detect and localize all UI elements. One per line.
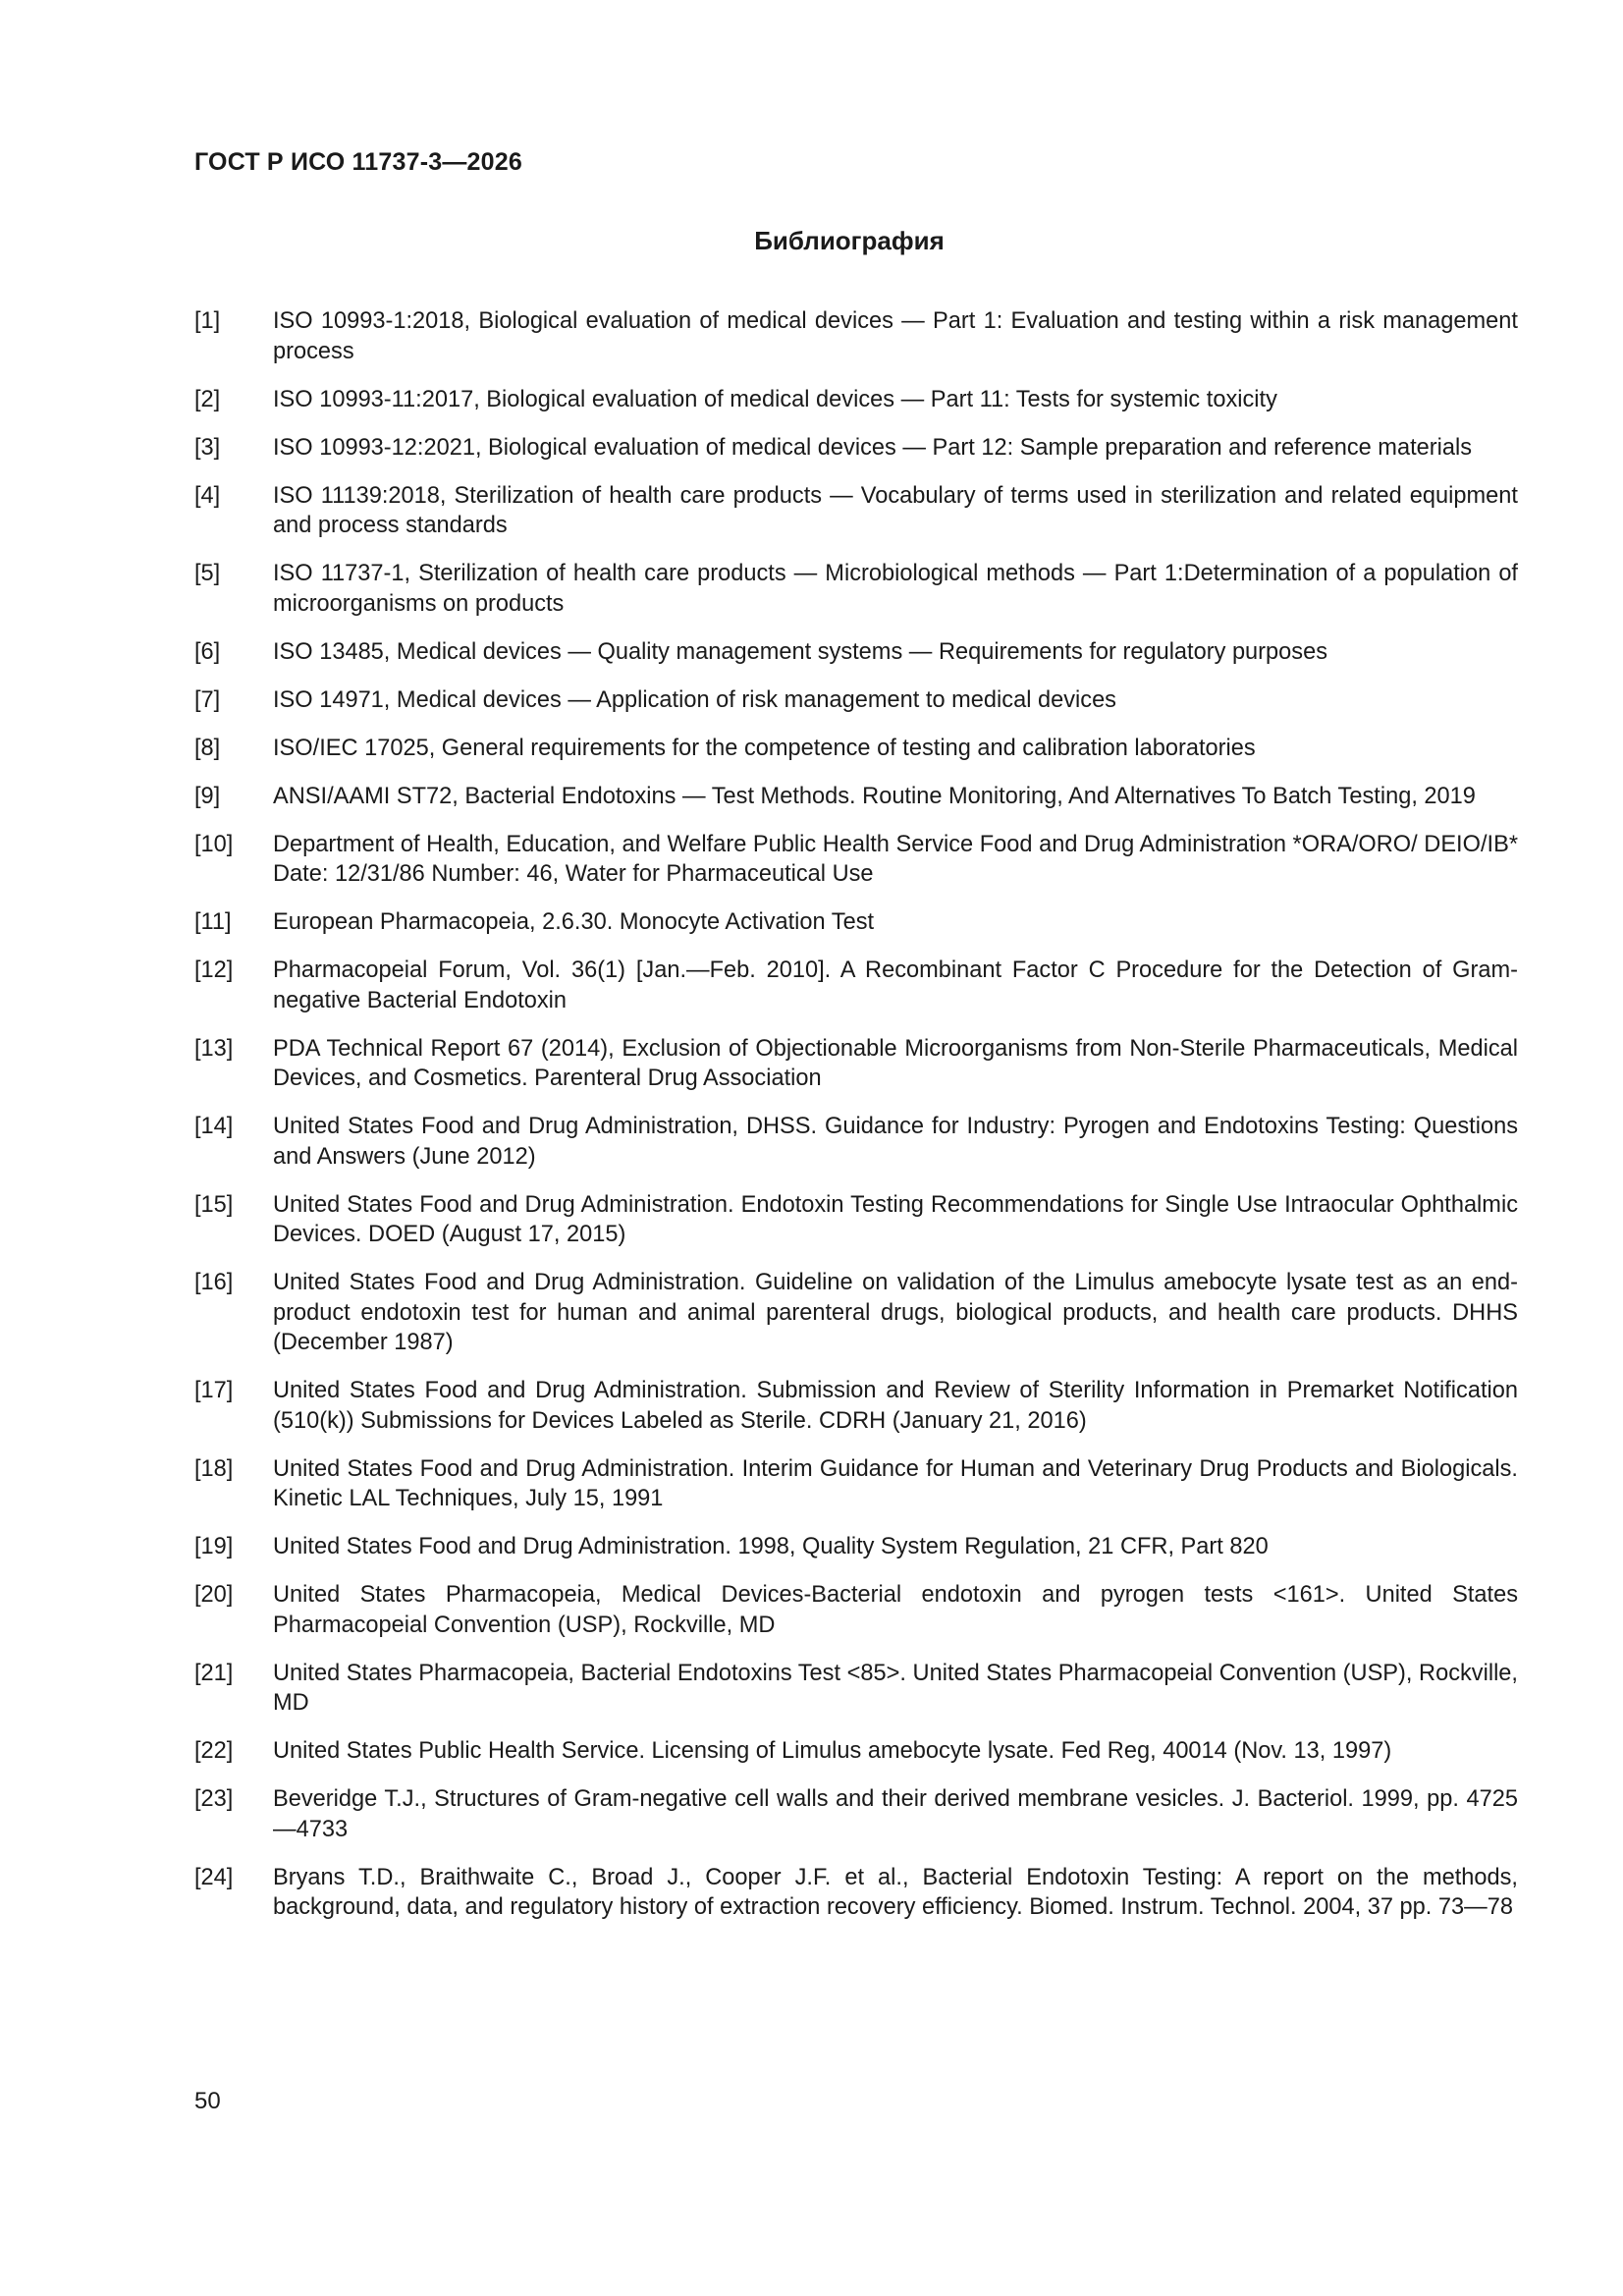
entry-number: [13] xyxy=(194,1035,234,1062)
bibliography-entry xyxy=(194,956,1518,1015)
entry-text: ISO 11737-1, Sterilization of health care products — Microbiological methods — Part 1:Determination of a population of microorganisms on products xyxy=(273,561,1518,617)
bibliography-entry xyxy=(194,1034,1518,1094)
entry-number: [8] xyxy=(194,735,221,761)
entry-number: [12] xyxy=(194,957,234,983)
entry-number: [1] xyxy=(194,308,221,334)
entry-text: ISO 10993-12:2021, Biological evaluation of medical devices — Part 12: Sample preparation and reference materials xyxy=(273,434,1473,461)
page-number: 50 xyxy=(194,2088,221,2114)
bibliography-entry xyxy=(194,1112,1518,1172)
entry-number: [21] xyxy=(194,1660,234,1686)
entry-text: Bryans T.D., Braithwaite C., Broad J., Cooper J.F. et al., Bacterial Endotoxin Testing: A report on the methods, background, data, and regulatory history of extraction recovery efficiency. Biomed. Instrum. Technol. 2004, 37 pp. 73—78 xyxy=(273,1864,1518,1920)
entry-text: Beveridge T.J., Structures of Gram-negative cell walls and their derived membrane vesicles. J. Bacteriol. 1999, pp. 4725—4733 xyxy=(273,1786,1518,1842)
entry-text: United States Food and Drug Administration. Guideline on validation of the Limulus amebocyte lysate test as an end-product endotoxin test for human and animal parenteral drugs, biological products, and health care products. DHHS (December 1987) xyxy=(273,1270,1518,1355)
bibliography-entry xyxy=(194,1784,1518,1844)
bibliography-entry xyxy=(194,385,1518,415)
entry-text: European Pharmacopeia, 2.6.30. Monocyte Activation Test xyxy=(273,909,875,935)
entry-number: [3] xyxy=(194,434,221,461)
bibliography-entry xyxy=(194,1659,1518,1719)
bibliography-entry xyxy=(194,1863,1518,1923)
bibliography-entry xyxy=(194,1268,1518,1358)
entry-text: United States Pharmacopeia, Medical Devices-Bacterial endotoxin and pyrogen tests <161>. United States Pharmacopeial Convention (USP), Rockville, MD xyxy=(273,1582,1518,1638)
bibliography-entry xyxy=(194,1736,1518,1767)
entry-number: [18] xyxy=(194,1455,234,1482)
document-header: ГОСТ Р ИСО 11737-3—2026 xyxy=(194,148,522,176)
entry-text: ISO/IEC 17025, General requirements for the competence of testing and calibration laboratories xyxy=(273,735,1256,761)
bibliography-entry xyxy=(194,306,1518,366)
entry-text: United States Public Health Service. Licensing of Limulus amebocyte lysate. Fed Reg, 40014 (Nov. 13, 1997) xyxy=(273,1738,1392,1764)
entry-number: [24] xyxy=(194,1864,234,1890)
bibliography-entry xyxy=(194,782,1518,812)
entry-number: [20] xyxy=(194,1582,234,1608)
bibliography-entry xyxy=(194,907,1518,938)
entry-text: ISO 13485, Medical devices — Quality management systems — Requirements for regulatory purposes xyxy=(273,638,1327,665)
entry-text: ISO 14971, Medical devices — Application of risk management to medical devices xyxy=(273,686,1116,713)
entry-number: [19] xyxy=(194,1534,234,1559)
entry-number: [10] xyxy=(194,831,234,857)
bibliography-list xyxy=(194,306,1518,1941)
entry-number: [11] xyxy=(194,909,232,935)
entry-text: United States Food and Drug Administration. Interim Guidance for Human and Veterinary Drug Products and Biologicals. Kinetic LAL Techniques, July 15, 1991 xyxy=(273,1455,1518,1511)
entry-number: [2] xyxy=(194,386,221,412)
entry-text: United States Pharmacopeia, Bacterial Endotoxins Test <85>. United States Pharmacopeial Convention (USP), Rockville, MD xyxy=(273,1660,1518,1716)
bibliography-entry xyxy=(194,1580,1518,1640)
bibliography-entry xyxy=(194,1376,1518,1436)
entry-number: [4] xyxy=(194,482,221,509)
entry-number: [6] xyxy=(194,638,221,665)
bibliography-entry xyxy=(194,433,1518,464)
entry-number: [14] xyxy=(194,1114,234,1139)
entry-text: United States Food and Drug Administration. Endotoxin Testing Recommendations for Single Use Intraocular Ophthalmic Devices. DOED (August 17, 2015) xyxy=(273,1191,1518,1247)
entry-text: United States Food and Drug Administration. Submission and Review of Sterility Information in Premarket Notification (510(k)) Submissions for Devices Labeled as Sterile. CDRH (January 21, 2016) xyxy=(273,1378,1518,1434)
bibliography-entry xyxy=(194,1454,1518,1514)
entry-text: ISO 10993-1:2018, Biological evaluation of medical devices — Part 1: Evaluation and testing within a risk management process xyxy=(273,308,1518,364)
entry-text: United States Food and Drug Administration. 1998, Quality System Regulation, 21 CFR, Part 820 xyxy=(273,1534,1269,1559)
entry-text: ISO 10993-11:2017, Biological evaluation of medical devices — Part 11: Tests for systemic toxicity xyxy=(273,386,1277,412)
entry-text: ANSI/AAMI ST72, Bacterial Endotoxins — Test Methods. Routine Monitoring, And Alternatives To Batch Testing, 2019 xyxy=(273,783,1476,809)
entry-number: [5] xyxy=(194,561,221,586)
bibliography-entry xyxy=(194,734,1518,764)
entry-number: [22] xyxy=(194,1738,234,1764)
bibliography-entry xyxy=(194,559,1518,619)
entry-text: PDA Technical Report 67 (2014), Exclusion of Objectionable Microorganisms from Non-Sterile Pharmaceuticals, Medical Devices, and Cosmetics. Parenteral Drug Association xyxy=(273,1035,1518,1091)
entry-number: [7] xyxy=(194,686,221,713)
bibliography-title: Библиография xyxy=(754,226,945,255)
entry-number: [23] xyxy=(194,1786,234,1812)
entry-number: [17] xyxy=(194,1378,234,1403)
entry-text: United States Food and Drug Administration, DHSS. Guidance for Industry: Pyrogen and Endotoxins Testing: Questions and Answers (June 2012) xyxy=(273,1114,1518,1170)
entry-text: Department of Health, Education, and Welfare Public Health Service Food and Drug Administration *ORA/ORO/ DEIO/IB* Date: 12/31/86 Number: 46, Water for Pharmaceutical Use xyxy=(273,831,1518,887)
entry-text: Pharmacopeial Forum, Vol. 36(1) [Jan.—Feb. 2010]. A Recombinant Factor C Procedure for the Detection of Gram-negative Bacterial Endotoxin xyxy=(273,957,1518,1013)
bibliography-entry xyxy=(194,685,1518,716)
entry-text: ISO 11139:2018, Sterilization of health care products — Vocabulary of terms used in sterilization and related equipment and process standards xyxy=(273,482,1518,538)
entry-number: [9] xyxy=(194,783,221,809)
bibliography-entry xyxy=(194,1532,1518,1562)
bibliography-entry xyxy=(194,481,1518,541)
entry-number: [15] xyxy=(194,1191,234,1218)
entry-number: [16] xyxy=(194,1270,234,1295)
bibliography-entry xyxy=(194,637,1518,668)
bibliography-entry xyxy=(194,830,1518,890)
bibliography-entry xyxy=(194,1190,1518,1250)
